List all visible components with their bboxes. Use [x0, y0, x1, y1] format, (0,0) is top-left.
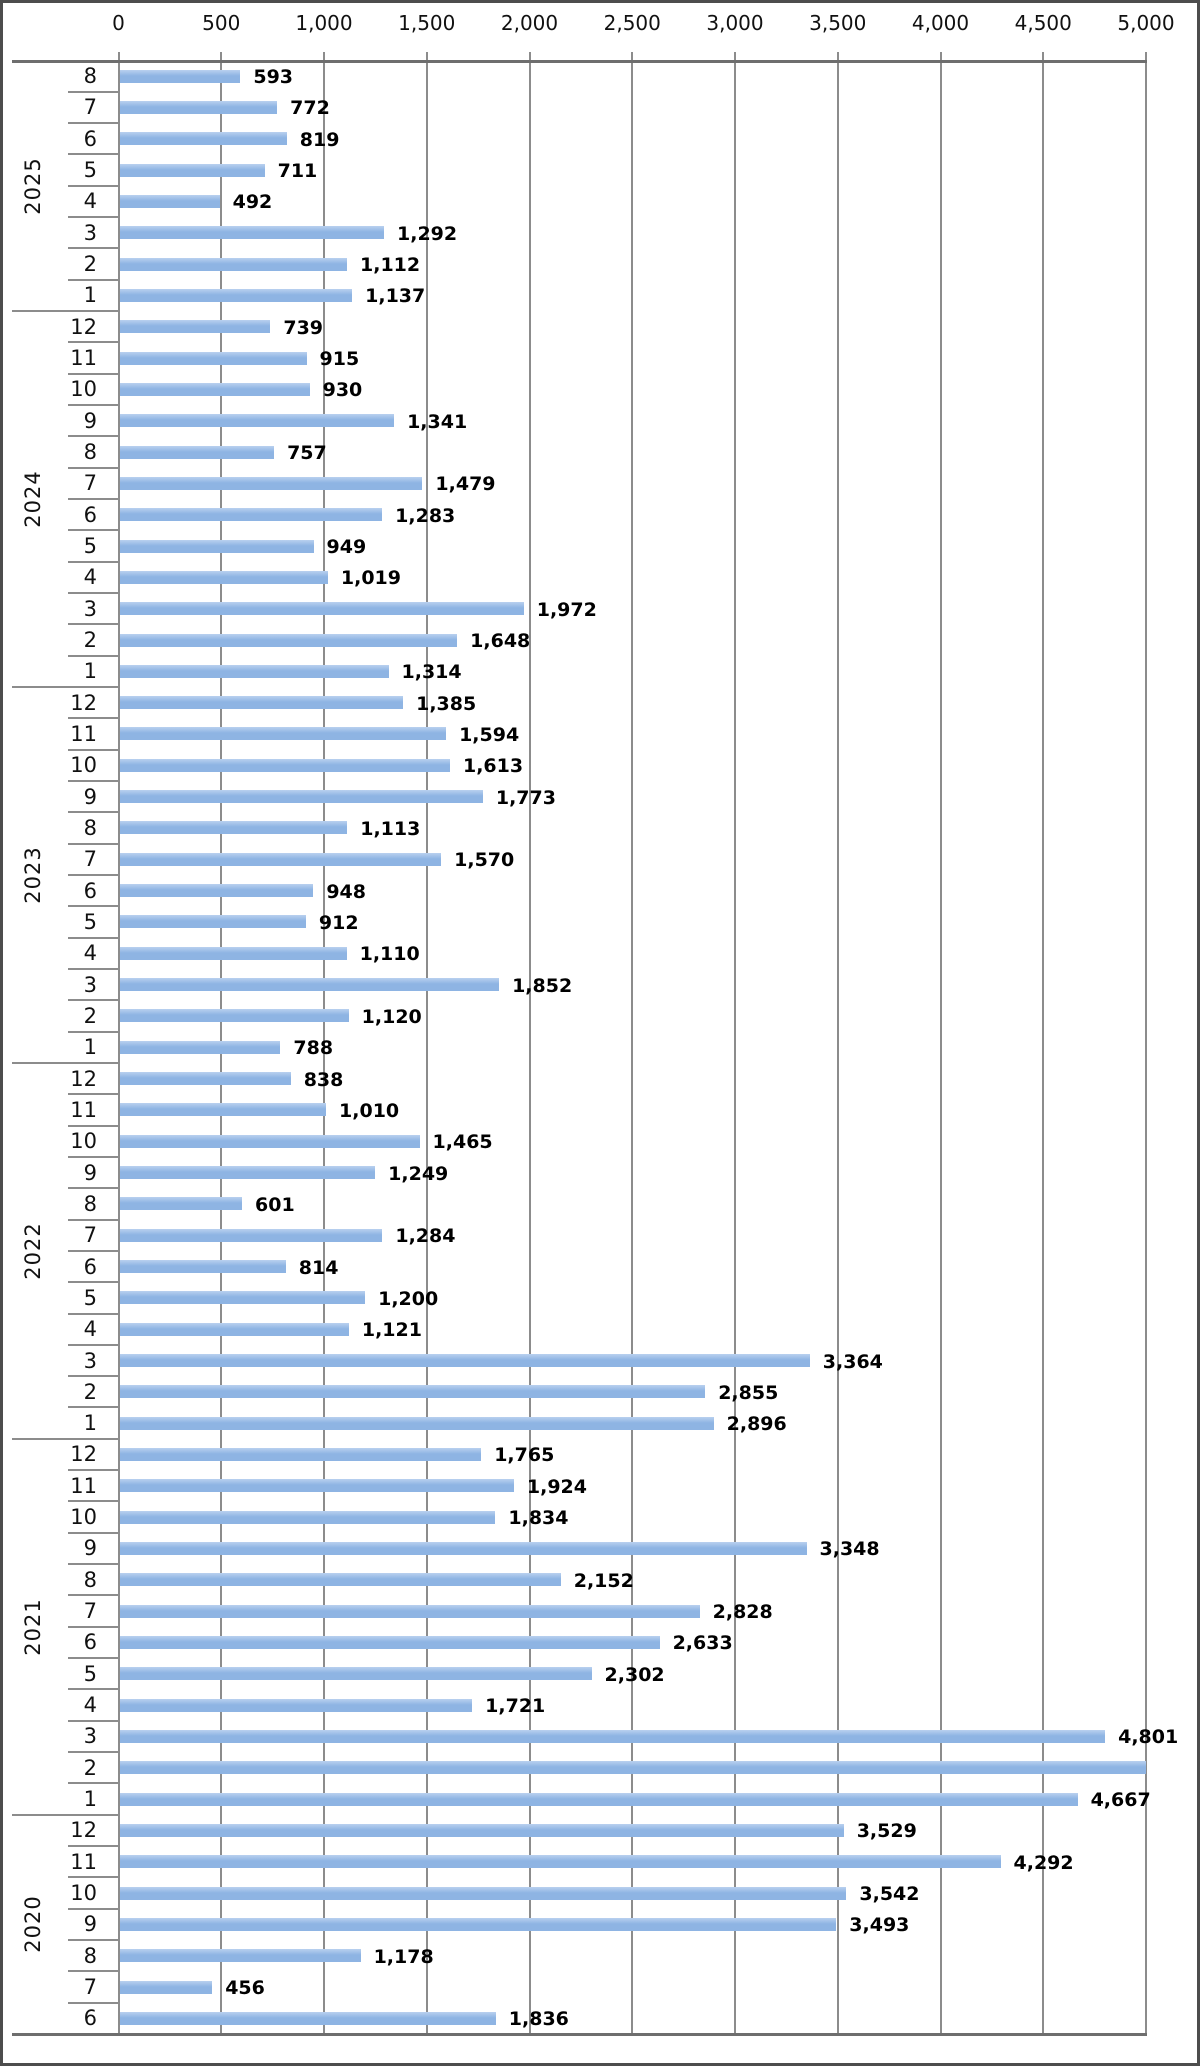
year-separator-line	[12, 1814, 119, 1816]
bar	[120, 1605, 700, 1618]
bar-value-label: 814	[298, 1256, 339, 1279]
bar	[120, 1730, 1106, 1743]
bar	[120, 1793, 1078, 1806]
month-label: 3	[83, 972, 97, 997]
bar	[120, 665, 389, 678]
bar-value-label: 1,249	[388, 1162, 449, 1185]
month-label: 12	[70, 314, 97, 339]
bar	[120, 1887, 847, 1900]
month-label: 2	[83, 628, 97, 653]
bar-value-label: 2,828	[712, 1601, 773, 1624]
bar-value-label: 1,314	[401, 661, 462, 684]
month-label: 5	[83, 909, 97, 934]
bar	[120, 1260, 286, 1273]
month-separator-tick	[68, 1031, 119, 1033]
month-label: 1	[83, 1411, 97, 1436]
month-label: 1	[83, 1035, 97, 1060]
bar-value-label: 949	[326, 536, 367, 559]
month-label: 11	[70, 721, 97, 746]
year-label: 2024	[21, 470, 45, 528]
month-separator-tick	[68, 811, 119, 813]
month-label: 2	[83, 1003, 97, 1028]
month-label: 7	[83, 95, 97, 120]
month-separator-tick	[68, 1688, 119, 1690]
bar	[120, 915, 306, 928]
bar-value-label: 1,137	[365, 285, 426, 308]
year-separator-line	[12, 310, 119, 312]
month-separator-tick	[68, 1156, 119, 1158]
month-label: 6	[83, 126, 97, 151]
month-separator-tick	[68, 749, 119, 751]
month-label: 8	[83, 1567, 97, 1592]
month-label: 10	[70, 1881, 97, 1906]
month-label: 4	[83, 941, 97, 966]
month-label: 8	[83, 1191, 97, 1216]
bar-value-label: 1,292	[397, 222, 458, 245]
bar-value-label: 838	[303, 1068, 344, 1091]
month-separator-tick	[68, 153, 119, 155]
bar	[120, 790, 483, 803]
bar-value-label: 1,721	[485, 1695, 546, 1718]
month-separator-tick	[68, 1187, 119, 1189]
bar	[120, 1229, 383, 1242]
month-label: 4	[83, 1317, 97, 1342]
month-separator-tick	[68, 1626, 119, 1628]
year-label: 2025	[21, 157, 45, 215]
month-label: 11	[70, 1097, 97, 1122]
bar-value-label: 4,801	[1118, 1726, 1179, 1749]
bar-value-label: 1,765	[494, 1444, 555, 1467]
bar	[120, 132, 287, 145]
year-separator-line	[12, 686, 119, 688]
month-label: 12	[70, 1442, 97, 1467]
month-separator-tick	[68, 467, 119, 469]
month-separator-tick	[68, 1344, 119, 1346]
bar-value-label: 772	[290, 97, 330, 120]
bar	[120, 164, 265, 177]
month-separator-tick	[68, 999, 119, 1001]
month-label: 1	[83, 1787, 97, 1812]
bar	[120, 477, 423, 490]
bar-value-label: 1,121	[361, 1319, 422, 1342]
month-separator-tick	[68, 717, 119, 719]
month-separator-tick	[68, 1250, 119, 1252]
bar-value-label: 1,924	[526, 1475, 587, 1498]
month-label: 2	[83, 252, 97, 277]
month-label: 8	[83, 1943, 97, 1968]
bar	[120, 352, 307, 365]
month-separator-tick	[68, 905, 119, 907]
bar-value-label: 1,010	[339, 1099, 400, 1122]
bar	[120, 101, 278, 114]
bar-value-label: 3,364	[822, 1350, 883, 1373]
month-label: 9	[83, 784, 97, 809]
bar-value-label: 930	[322, 379, 363, 402]
bar	[120, 853, 442, 866]
month-separator-tick	[68, 780, 119, 782]
bar-value-label: 1,834	[508, 1507, 569, 1530]
month-label: 11	[70, 1473, 97, 1498]
bar	[120, 1699, 473, 1712]
bar	[120, 1981, 213, 1994]
bar-value-label: 739	[283, 316, 324, 339]
value-axis-tick-label: 0	[112, 11, 125, 35]
month-separator-tick	[68, 404, 119, 406]
bar	[120, 1855, 1001, 1868]
month-label: 12	[70, 690, 97, 715]
bar-value-label: 915	[319, 348, 360, 371]
bar-value-label: 1,836	[508, 2008, 569, 2031]
bar	[120, 383, 310, 396]
bar-value-label: 788	[293, 1037, 334, 1060]
bar-value-label: 1,284	[395, 1225, 456, 1248]
value-axis-tick-label: 500	[202, 11, 241, 35]
month-separator-tick	[68, 1939, 119, 1941]
bar-value-label: 2,855	[718, 1381, 779, 1404]
month-separator-tick	[68, 1876, 119, 1878]
bar-value-label: 1,019	[340, 567, 401, 590]
bar-value-label: 1,972	[536, 598, 597, 621]
month-label: 9	[83, 1912, 97, 1937]
bar-value-label: 492	[232, 191, 273, 214]
bar	[120, 602, 524, 615]
bar	[120, 1135, 420, 1148]
bar	[120, 1448, 482, 1461]
month-label: 7	[83, 1599, 97, 1624]
month-label: 2	[83, 1379, 97, 1404]
month-separator-tick	[68, 592, 119, 594]
month-separator-tick	[68, 2002, 119, 2004]
bar-value-label: 2,152	[573, 1569, 634, 1592]
bar	[120, 1385, 706, 1398]
month-separator-tick	[68, 937, 119, 939]
bar	[120, 508, 383, 521]
bar-value-label: 1,112	[360, 254, 421, 277]
month-label: 7	[83, 1975, 97, 1999]
bar-value-label: 1,648	[470, 630, 531, 653]
month-label: 8	[83, 440, 97, 465]
month-separator-tick	[68, 561, 119, 563]
bar-value-label: 1,200	[378, 1287, 439, 1310]
bar-value-label: 593	[253, 66, 294, 89]
month-separator-tick	[68, 1908, 119, 1910]
month-label: 3	[83, 220, 97, 245]
month-label: 1	[83, 659, 97, 684]
month-separator-tick	[68, 1281, 119, 1283]
bar	[120, 1824, 844, 1837]
bar-value-label: 3,529	[856, 1820, 917, 1843]
bar-value-label: 1,570	[454, 849, 515, 872]
month-separator-tick	[68, 341, 119, 343]
month-label: 6	[83, 2006, 97, 2031]
bar	[120, 1918, 837, 1931]
value-axis-tick-label: 4,500	[1014, 11, 1072, 35]
month-separator-tick	[68, 843, 119, 845]
month-separator-tick	[68, 623, 119, 625]
month-label: 4	[83, 189, 97, 214]
month-separator-tick	[68, 373, 119, 375]
bar-value-label: 948	[326, 880, 366, 903]
month-label: 7	[83, 847, 97, 872]
month-label: 8	[83, 64, 97, 89]
month-separator-tick	[68, 1720, 119, 1722]
value-axis-tick-label: 5,000	[1117, 11, 1175, 35]
value-axis-tick-label: 1,000	[295, 11, 353, 35]
bar-value-label: 1,120	[361, 1005, 422, 1028]
bottom-axis-line	[12, 2033, 1147, 2036]
bar	[120, 1323, 349, 1336]
bar	[120, 70, 241, 83]
bar	[120, 1166, 376, 1179]
bar-value-label: 1,613	[462, 755, 524, 778]
bar-value-label: 1,773	[495, 786, 556, 809]
bar-value-label: 912	[318, 911, 359, 934]
bar	[120, 978, 500, 991]
month-separator-tick	[68, 1782, 119, 1784]
bar	[120, 884, 314, 897]
month-label: 2	[83, 1755, 97, 1780]
bar	[120, 320, 271, 333]
month-separator-tick	[68, 1845, 119, 1847]
month-label: 9	[83, 1536, 97, 1561]
month-label: 5	[83, 534, 97, 559]
month-separator-tick	[68, 498, 119, 500]
month-label: 12	[70, 1818, 97, 1843]
month-separator-tick	[68, 1657, 119, 1659]
value-axis-tick-label: 4,000	[911, 11, 970, 35]
month-label: 10	[70, 1129, 97, 1154]
bar	[120, 1072, 291, 1085]
month-separator-tick	[68, 1500, 119, 1502]
value-axis-tick-label: 3,000	[706, 11, 764, 35]
bar	[120, 1354, 810, 1367]
bar-value-label: 2,896	[726, 1413, 787, 1436]
month-separator-tick	[68, 968, 119, 970]
month-separator-tick	[68, 247, 119, 249]
bar-value-label: 1,110	[359, 943, 420, 966]
bar	[120, 1761, 1147, 1774]
month-label: 5	[83, 1661, 97, 1686]
bar	[120, 1949, 361, 1962]
month-separator-tick	[68, 1125, 119, 1127]
month-label: 6	[83, 1254, 97, 1279]
month-label: 9	[83, 408, 97, 433]
bar	[120, 414, 395, 427]
bar-value-label: 1,341	[407, 410, 468, 433]
month-label: 8	[83, 815, 97, 840]
bar-value-label: 3,348	[819, 1538, 880, 1561]
year-label: 2021	[21, 1598, 45, 1656]
bar-value-label: 456	[225, 1977, 265, 1999]
month-separator-tick	[68, 122, 119, 124]
top-axis-line	[12, 60, 1147, 63]
bar	[120, 540, 314, 553]
bar-value-label: 757	[287, 442, 327, 465]
bar	[120, 947, 347, 960]
bar-value-label: 1,385	[416, 692, 477, 715]
bar-value-label: 4,292	[1013, 1851, 1074, 1874]
bar	[120, 634, 458, 647]
month-label: 10	[70, 377, 97, 402]
bar-value-label: 4,667	[1090, 1789, 1151, 1812]
bar-value-label: 1,465	[432, 1131, 493, 1154]
bar-value-label: 1,283	[395, 504, 456, 527]
value-axis-tick-label: 2,500	[603, 11, 661, 35]
month-label: 5	[83, 1285, 97, 1310]
month-label: 1	[83, 283, 97, 308]
bar-value-label: 3,493	[849, 1914, 910, 1937]
month-separator-tick	[68, 435, 119, 437]
month-label: 11	[70, 346, 97, 371]
bar-value-label: 2,302	[604, 1663, 665, 1686]
bar	[120, 1479, 514, 1492]
month-label: 11	[70, 1849, 97, 1874]
month-separator-tick	[68, 1594, 119, 1596]
month-label: 4	[83, 1693, 97, 1718]
bar	[120, 1667, 592, 1680]
bar	[120, 1511, 496, 1524]
bar	[120, 1636, 660, 1649]
month-separator-tick	[68, 1469, 119, 1471]
month-separator-tick	[68, 1093, 119, 1095]
bar	[120, 727, 447, 740]
month-label: 5	[83, 158, 97, 183]
bar	[120, 1009, 349, 1022]
value-axis-tick-label: 3,500	[809, 11, 867, 35]
bar	[120, 1197, 243, 1210]
month-label: 3	[83, 596, 97, 621]
bar-value-label: 2,633	[672, 1632, 733, 1655]
month-separator-tick	[68, 185, 119, 187]
month-label: 3	[83, 1348, 97, 1373]
bar	[120, 289, 353, 302]
month-separator-tick	[68, 1751, 119, 1753]
month-separator-tick	[68, 1313, 119, 1315]
month-separator-tick	[68, 279, 119, 281]
bar	[120, 195, 220, 208]
bar-value-label: 1,479	[435, 473, 496, 496]
bar	[120, 1103, 327, 1116]
value-axis-tick-label: 2,000	[500, 11, 559, 35]
month-separator-tick	[68, 529, 119, 531]
bar-value-label: 1,594	[459, 723, 520, 746]
month-separator-tick	[68, 655, 119, 657]
bar-value-label: 1,178	[373, 1945, 434, 1968]
month-label: 10	[70, 1505, 97, 1530]
bar	[120, 821, 348, 834]
month-label: 7	[83, 1223, 97, 1248]
year-label: 2022	[21, 1222, 45, 1280]
month-label: 6	[83, 878, 97, 903]
bar	[120, 2012, 496, 2025]
year-label: 2020	[21, 1895, 45, 1954]
bar	[120, 1417, 714, 1430]
month-separator-tick	[68, 1970, 119, 1972]
month-separator-tick	[68, 1406, 119, 1408]
bar	[120, 226, 385, 239]
bar-value-label: 601	[255, 1193, 295, 1216]
bar-value-label: 711	[277, 160, 318, 183]
bar	[120, 759, 450, 772]
month-label: 7	[83, 471, 97, 496]
month-label: 4	[83, 565, 97, 590]
year-separator-line	[12, 1062, 119, 1064]
year-label: 2023	[21, 846, 45, 904]
bar	[120, 446, 275, 459]
month-label: 10	[70, 753, 97, 778]
month-separator-tick	[68, 91, 119, 93]
month-separator-tick	[68, 1375, 119, 1377]
month-label: 3	[83, 1724, 97, 1749]
month-separator-tick	[68, 216, 119, 218]
month-separator-tick	[68, 1532, 119, 1534]
month-label: 9	[83, 1160, 97, 1185]
bar-value-label: 1,852	[512, 974, 573, 997]
bar	[120, 571, 328, 584]
value-axis-tick-label: 1,500	[398, 11, 456, 35]
month-separator-tick	[68, 1563, 119, 1565]
month-separator-tick	[68, 1219, 119, 1221]
month-separator-tick	[68, 874, 119, 876]
month-label: 6	[83, 1630, 97, 1655]
bar-value-label: 1,113	[360, 817, 421, 840]
month-label: 6	[83, 502, 97, 527]
bar	[120, 1041, 281, 1054]
bar	[120, 1291, 366, 1304]
month-label: 12	[70, 1066, 97, 1091]
bar	[120, 258, 348, 271]
bar-value-label: 819	[299, 128, 340, 151]
bar	[120, 1542, 807, 1555]
bar-value-label: 3,542	[859, 1883, 920, 1906]
bar	[120, 696, 404, 709]
year-separator-line	[12, 1438, 119, 1440]
bar	[120, 1573, 561, 1586]
